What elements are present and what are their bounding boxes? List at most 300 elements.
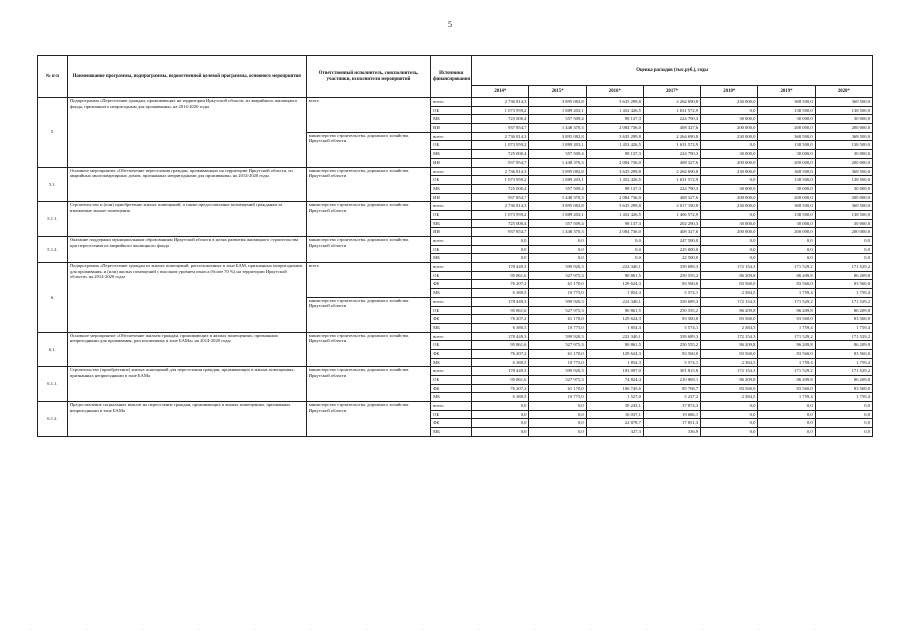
amount-cell: 557 509,4 xyxy=(529,184,586,193)
table-row xyxy=(38,263,873,272)
amount-cell: 0,0 xyxy=(815,410,872,419)
amount-cell: 0,0 xyxy=(586,254,643,263)
amount-cell: 408 327,6 xyxy=(643,124,700,133)
amount-cell: 61 170,0 xyxy=(529,280,586,289)
amount-cell: 0,0 xyxy=(586,237,643,246)
amount-cell: 336,9 xyxy=(643,428,700,437)
amount-cell: 0,0 xyxy=(758,410,815,419)
amount-cell: 2 384,5 xyxy=(701,289,758,298)
amount-cell: 0,0 xyxy=(815,254,872,263)
amount-cell: 557 509,4 xyxy=(529,115,586,124)
amount-cell: 0,0 xyxy=(529,237,586,246)
scan-mark: · xyxy=(702,628,704,633)
amount-cell: 10 775,0 xyxy=(529,358,586,367)
amount-cell: 222 340,1 xyxy=(586,332,643,341)
expenditure-table xyxy=(37,55,873,437)
amount-cell: 61 170,0 xyxy=(529,384,586,393)
amount-cell: 1 854,3 xyxy=(586,289,643,298)
amount-cell: 1 073 959,2 xyxy=(472,210,529,219)
page-number: 5 xyxy=(448,20,452,29)
executor-cell: всего xyxy=(306,98,430,133)
amount-cell: 1 759,4 xyxy=(815,393,872,402)
amount-cell: 2 736 814,3 xyxy=(472,202,529,211)
amount-cell: 171 529,2 xyxy=(815,297,872,306)
amount-cell: 0,0 xyxy=(472,237,529,246)
table-row xyxy=(38,332,873,341)
amount-cell: 0,0 xyxy=(701,176,758,185)
amount-cell: 250 555,2 xyxy=(643,306,700,315)
amount-cell: 557 509,4 xyxy=(529,150,586,159)
amount-cell: 83 560,0 xyxy=(643,349,700,358)
amount-cell: 86 209,8 xyxy=(815,271,872,280)
amount-cell: 200 000,0 xyxy=(758,193,815,202)
funding-source: ФБ xyxy=(431,315,472,324)
amount-cell: 2 384,5 xyxy=(701,358,758,367)
amount-cell: 3 895 082,8 xyxy=(529,98,586,107)
funding-source: МБ xyxy=(431,184,472,193)
amount-cell: 327,3 xyxy=(586,428,643,437)
executor-cell: министерство строительства, дорожного хозяйства Иркутской области xyxy=(306,132,430,167)
funding-source: ОБ xyxy=(431,210,472,219)
amount-cell: 222 340,1 xyxy=(586,297,643,306)
scan-mark: · xyxy=(478,628,480,633)
amount-cell: 171 529,2 xyxy=(758,367,815,376)
amount-cell: 138 500,0 xyxy=(815,141,872,150)
amount-cell: 83 560,0 xyxy=(815,384,872,393)
amount-cell: 30 000,0 xyxy=(815,219,872,228)
scan-mark: · xyxy=(198,628,200,633)
amount-cell: 0,0 xyxy=(586,245,643,254)
amount-cell: 1 448 370,3 xyxy=(529,228,586,237)
amount-cell: 0,0 xyxy=(472,402,529,411)
amount-cell: 1 406 572,9 xyxy=(643,210,700,219)
amount-cell: 5 574,1 xyxy=(643,289,700,298)
amount-cell: 368 500,0 xyxy=(815,132,872,141)
amount-cell: 30 000,0 xyxy=(815,150,872,159)
amount-cell: 2 264 690,8 xyxy=(643,98,700,107)
amount-cell: 83 560,0 xyxy=(815,280,872,289)
amount-cell: 138 500,0 xyxy=(758,106,815,115)
amount-cell: 83 560,0 xyxy=(701,280,758,289)
amount-cell: 98 137,3 xyxy=(586,150,643,159)
amount-cell: 368 500,0 xyxy=(758,202,815,211)
funding-source: всего xyxy=(431,167,472,176)
amount-cell: 2 084 736,0 xyxy=(586,124,643,133)
amount-cell: 3 895 082,8 xyxy=(529,132,586,141)
amount-cell: 5 574,1 xyxy=(643,358,700,367)
amount-cell: 76 207,2 xyxy=(472,349,529,358)
amount-cell: 368 500,0 xyxy=(758,167,815,176)
amount-cell: 2 084 736,0 xyxy=(586,228,643,237)
amount-cell: 200 000,0 xyxy=(701,193,758,202)
header-executor: Ответственный исполнитель, соисполнитель, участники, исполнители мероприятий xyxy=(306,56,430,98)
amount-cell: 30 000,0 xyxy=(758,150,815,159)
amount-cell: 86 209,8 xyxy=(758,376,815,385)
header-year: 2019* xyxy=(758,86,815,98)
scan-mark: · xyxy=(758,628,760,633)
funding-source: всего xyxy=(431,297,472,306)
amount-cell: 17 851,3 xyxy=(643,419,700,428)
amount-cell: 339 689,3 xyxy=(643,297,700,306)
amount-cell: 30 000,0 xyxy=(701,115,758,124)
amount-cell: 86 209,8 xyxy=(701,271,758,280)
executor-cell: министерство строительства, дорожного хозяйства Иркутской области xyxy=(306,332,430,367)
amount-cell: 83 560,0 xyxy=(758,280,815,289)
amount-cell: 937 854,7 xyxy=(472,158,529,167)
table-body xyxy=(38,98,873,437)
table-row xyxy=(38,98,873,107)
funding-source: МБ xyxy=(431,358,472,367)
amount-cell: 1 452 426,5 xyxy=(586,210,643,219)
executor-cell: министерство строительства, дорожного хозяйства Иркутской области xyxy=(306,237,430,263)
amount-cell: 1 759,4 xyxy=(815,323,872,332)
amount-cell: 0,0 xyxy=(529,245,586,254)
amount-cell: 0,0 xyxy=(701,402,758,411)
amount-cell: 1 527,0 xyxy=(586,393,643,402)
funding-source: ФБ xyxy=(431,419,472,428)
item-number: 6.1.1. xyxy=(38,367,68,402)
amount-cell: 1 759,4 xyxy=(758,358,815,367)
amount-cell: 1 452 426,5 xyxy=(586,106,643,115)
funding-source: ОБ xyxy=(431,306,472,315)
amount-cell: 599 920,3 xyxy=(529,367,586,376)
amount-cell: 3 635 299,8 xyxy=(586,202,643,211)
funding-source: ОБ xyxy=(431,271,472,280)
amount-cell: 30 000,0 xyxy=(758,184,815,193)
amount-cell: 138 500,0 xyxy=(758,176,815,185)
amount-cell: 408 327,6 xyxy=(643,193,700,202)
item-name: Строительство и (или) приобретение жилых помещений, а также предоставление возмещений гражданам за изымаемые жилые помещения xyxy=(67,202,306,237)
table-row xyxy=(38,202,873,211)
amount-cell: 224 790,3 xyxy=(643,115,700,124)
table-row xyxy=(38,367,873,376)
amount-cell: 0,0 xyxy=(529,419,586,428)
amount-cell: 1 889 203,1 xyxy=(529,210,586,219)
amount-cell: 200 000,0 xyxy=(815,228,872,237)
header-year: 2015* xyxy=(529,86,586,98)
item-number: 5.1. xyxy=(38,167,68,202)
amount-cell: 937 854,7 xyxy=(472,228,529,237)
amount-cell: 0,0 xyxy=(758,237,815,246)
amount-cell: 0,0 xyxy=(758,419,815,428)
amount-cell: 10 775,0 xyxy=(529,393,586,402)
amount-cell: 2 264 690,8 xyxy=(643,167,700,176)
item-name: Подпрограмма «Переселение граждан из жилых помещений, расположенных в зоне БАМ, признанных непригодными для проживания, и (или) жилых помещений с высоким уровнем износа (более 70 %) на территории Иркутской области» на 2014-2020 годы xyxy=(67,263,306,333)
amount-cell: 0,0 xyxy=(472,428,529,437)
amount-cell: 10 775,0 xyxy=(529,323,586,332)
amount-cell: 0,0 xyxy=(815,237,872,246)
amount-cell: 171 529,2 xyxy=(758,297,815,306)
amount-cell: 200 000,0 xyxy=(815,193,872,202)
amount-cell: 1 631 572,9 xyxy=(643,176,700,185)
funding-source: ОБ xyxy=(431,141,472,150)
item-name: Строительство (приобретение) жилых помещений для переселения граждан, проживающих в жилых помещениях, признанных непригодными в зоне БАМа xyxy=(67,367,306,402)
amount-cell: 937 854,7 xyxy=(472,124,529,133)
amount-cell: 1 854,3 xyxy=(586,358,643,367)
amount-cell: 368 500,0 xyxy=(815,202,872,211)
scan-artifacts xyxy=(30,628,880,633)
amount-cell: 183 097,0 xyxy=(586,367,643,376)
amount-cell: 138 500,0 xyxy=(815,106,872,115)
amount-cell: 178 449,3 xyxy=(472,297,529,306)
amount-cell: 368 500,0 xyxy=(815,167,872,176)
funding-source: всего xyxy=(431,402,472,411)
amount-cell: 85 708,7 xyxy=(643,384,700,393)
item-number: 6. xyxy=(38,263,68,333)
scan-mark: · xyxy=(142,628,144,633)
amount-cell: 172 154,3 xyxy=(701,297,758,306)
scan-mark: · xyxy=(422,628,424,633)
amount-cell: 171 529,2 xyxy=(815,367,872,376)
amount-cell: 0,0 xyxy=(529,428,586,437)
amount-cell: 98 137,3 xyxy=(586,219,643,228)
funding-source: ОБ xyxy=(431,176,472,185)
amount-cell: 224 790,3 xyxy=(643,184,700,193)
table-row xyxy=(38,237,873,246)
amount-cell: 0,0 xyxy=(815,245,872,254)
amount-cell: 599 920,3 xyxy=(529,263,586,272)
amount-cell: 339 689,3 xyxy=(643,332,700,341)
item-number: 6.1.2. xyxy=(38,402,68,437)
amount-cell: 2 736 814,3 xyxy=(472,167,529,176)
amount-cell: 3 635 299,8 xyxy=(586,167,643,176)
amount-cell: 527 975,3 xyxy=(529,271,586,280)
amount-cell: 0,0 xyxy=(701,428,758,437)
amount-cell: 86 209,8 xyxy=(815,306,872,315)
amount-cell: 0,0 xyxy=(815,419,872,428)
amount-cell: 171 529,2 xyxy=(758,332,815,341)
amount-cell: 200 000,0 xyxy=(701,158,758,167)
amount-cell: 172 154,3 xyxy=(701,367,758,376)
amount-cell: 1 448 370,3 xyxy=(529,193,586,202)
funding-source: всего xyxy=(431,367,472,376)
amount-cell: 725 000,4 xyxy=(472,184,529,193)
amount-cell: 95 861,6 xyxy=(472,341,529,350)
amount-cell: 3 895 082,8 xyxy=(529,167,586,176)
amount-cell: 86 209,8 xyxy=(815,341,872,350)
scan-mark: · xyxy=(30,628,32,633)
executor-cell: министерство строительства, дорожного хозяйства Иркутской области xyxy=(306,367,430,402)
funding-source: ИИ xyxy=(431,158,472,167)
scan-mark: · xyxy=(86,628,88,633)
amount-cell: 172 154,3 xyxy=(701,263,758,272)
amount-cell: 368 500,0 xyxy=(758,132,815,141)
amount-cell: 230 000,0 xyxy=(701,132,758,141)
amount-cell: 86 209,8 xyxy=(701,341,758,350)
amount-cell: 86 209,8 xyxy=(758,341,815,350)
amount-cell: 725 000,4 xyxy=(472,219,529,228)
funding-source: всего xyxy=(431,98,472,107)
amount-cell: 200 000,0 xyxy=(758,158,815,167)
amount-cell: 725 000,4 xyxy=(472,115,529,124)
funding-source: МБ xyxy=(431,150,472,159)
header-estimate: Оценка расходов (тыс.руб.), годы xyxy=(472,56,873,86)
funding-source: ФБ xyxy=(431,280,472,289)
table-header xyxy=(38,56,873,98)
funding-source: ОБ xyxy=(431,106,472,115)
amount-cell: 95 861,6 xyxy=(472,376,529,385)
amount-cell: 171 529,2 xyxy=(815,332,872,341)
amount-cell: 250 555,2 xyxy=(643,271,700,280)
amount-cell: 2 264 690,8 xyxy=(643,132,700,141)
executor-cell: всего xyxy=(306,263,430,298)
amount-cell: 5 237,2 xyxy=(643,393,700,402)
amount-cell: 339 689,3 xyxy=(643,263,700,272)
item-number: 6.1. xyxy=(38,332,68,367)
amount-cell: 599 920,3 xyxy=(529,297,586,306)
item-name: Подпрограмма «Переселение граждан, проживающих на территории Иркутской области, из аварийного жилищного фонда, признанного непригодным для проживания» на 2014-2020 годы xyxy=(67,98,306,168)
amount-cell: 202 290,3 xyxy=(643,219,700,228)
item-number: 5. xyxy=(38,98,68,168)
amount-cell: 178 449,3 xyxy=(472,263,529,272)
funding-source: ИИ xyxy=(431,124,472,133)
funding-source: ФБ xyxy=(431,384,472,393)
amount-cell: 30 000,0 xyxy=(758,115,815,124)
amount-cell: 83 560,0 xyxy=(758,315,815,324)
amount-cell: 86 209,8 xyxy=(815,376,872,385)
executor-cell: министерство строительства, дорожного хозяйства Иркутской области xyxy=(306,202,430,237)
amount-cell: 86 209,8 xyxy=(758,306,815,315)
amount-cell: 1 759,4 xyxy=(815,289,872,298)
amount-cell: 0,0 xyxy=(472,419,529,428)
amount-cell: 61 170,0 xyxy=(529,315,586,324)
amount-cell: 1 073 959,2 xyxy=(472,141,529,150)
executor-cell: министерство строительства, дорожного хозяйства Иркутской области xyxy=(306,402,430,437)
scan-mark: · xyxy=(366,628,368,633)
amount-cell: 83 560,0 xyxy=(701,349,758,358)
amount-cell: 368 500,0 xyxy=(815,98,872,107)
amount-cell: 90 861,5 xyxy=(586,306,643,315)
scan-mark: · xyxy=(646,628,648,633)
amount-cell: 1 073 959,2 xyxy=(472,176,529,185)
amount-cell: 83 560,0 xyxy=(815,315,872,324)
amount-cell: 83 560,0 xyxy=(643,315,700,324)
amount-cell: 937 854,7 xyxy=(472,193,529,202)
amount-cell: 83 560,0 xyxy=(758,349,815,358)
amount-cell: 301 815,8 xyxy=(643,367,700,376)
amount-cell: 138 500,0 xyxy=(815,210,872,219)
amount-cell: 0,0 xyxy=(701,237,758,246)
amount-cell: 86 209,8 xyxy=(701,376,758,385)
amount-cell: 0,0 xyxy=(701,419,758,428)
funding-source: всего xyxy=(431,202,472,211)
executor-cell: министерство строительства, дорожного хозяйства Иркутской области xyxy=(306,297,430,332)
amount-cell: 16 037,1 xyxy=(586,410,643,419)
amount-cell: 2 017 190,8 xyxy=(643,202,700,211)
amount-cell: 230 000,0 xyxy=(701,98,758,107)
funding-source: всего xyxy=(431,237,472,246)
amount-cell: 224 790,3 xyxy=(643,150,700,159)
amount-cell: 250 555,2 xyxy=(643,341,700,350)
item-name: Основное мероприятие «Обеспечение переселения граждан, проживающих на территории Иркутской области, из аварийных многоквартирных домов, признанных непригодными для проживания» на 2014-2020 годы xyxy=(67,167,306,202)
amount-cell: 3 635 299,8 xyxy=(586,132,643,141)
amount-cell: 37 874,3 xyxy=(643,402,700,411)
amount-cell: 83 560,0 xyxy=(758,384,815,393)
amount-cell: 129 624,3 xyxy=(586,280,643,289)
amount-cell: 129 624,3 xyxy=(586,349,643,358)
amount-cell: 6 380,5 xyxy=(472,393,529,402)
amount-cell: 22 500,0 xyxy=(643,254,700,263)
amount-cell: 0,0 xyxy=(472,410,529,419)
item-name: Оказание поддержки муниципальным образованиям Иркутской области в целях развития жилищного строительства при переселении из аварийного жилищного фонда xyxy=(67,237,306,263)
amount-cell: 0,0 xyxy=(758,245,815,254)
funding-source: МБ xyxy=(431,323,472,332)
header-year: 2016* xyxy=(586,86,643,98)
amount-cell: 83 560,0 xyxy=(815,349,872,358)
header-name: Наименование программы, подпрограммы, ведомственной целевой программы, основного мероприятия xyxy=(67,56,306,98)
amount-cell: 0,0 xyxy=(529,254,586,263)
amount-cell: 200 000,0 xyxy=(815,158,872,167)
amount-cell: 210 869,1 xyxy=(643,376,700,385)
amount-cell: 0,0 xyxy=(758,428,815,437)
amount-cell: 222 340,1 xyxy=(586,263,643,272)
amount-cell: 86 209,8 xyxy=(701,306,758,315)
amount-cell: 527 975,3 xyxy=(529,341,586,350)
amount-cell: 230 000,0 xyxy=(701,167,758,176)
amount-cell: 76 207,2 xyxy=(472,384,529,393)
amount-cell: 178 449,3 xyxy=(472,332,529,341)
amount-cell: 0,0 xyxy=(815,428,872,437)
funding-source: МБ xyxy=(431,428,472,437)
amount-cell: 76 207,2 xyxy=(472,315,529,324)
amount-cell: 5 574,1 xyxy=(643,323,700,332)
amount-cell: 90 861,5 xyxy=(586,271,643,280)
amount-cell: 6 380,5 xyxy=(472,358,529,367)
amount-cell: 527 975,3 xyxy=(529,376,586,385)
header-source: Источники финансирования xyxy=(431,56,472,98)
amount-cell: 30 000,0 xyxy=(758,219,815,228)
amount-cell: 2 384,5 xyxy=(701,393,758,402)
amount-cell: 19 686,1 xyxy=(643,410,700,419)
funding-source: ОБ xyxy=(431,245,472,254)
amount-cell: 2 736 814,3 xyxy=(472,98,529,107)
funding-source: всего xyxy=(431,132,472,141)
amount-cell: 408 327,6 xyxy=(643,158,700,167)
amount-cell: 30 000,0 xyxy=(815,115,872,124)
amount-cell: 0,0 xyxy=(472,245,529,254)
amount-cell: 3 635 299,8 xyxy=(586,98,643,107)
funding-source: МБ xyxy=(431,393,472,402)
amount-cell: 1 631 572,9 xyxy=(643,106,700,115)
amount-cell: 0,0 xyxy=(472,254,529,263)
funding-source: всего xyxy=(431,332,472,341)
amount-cell: 95 861,6 xyxy=(472,271,529,280)
amount-cell: 1 452 426,5 xyxy=(586,141,643,150)
amount-cell: 0,0 xyxy=(701,254,758,263)
amount-cell: 3 895 082,8 xyxy=(529,202,586,211)
amount-cell: 0,0 xyxy=(529,402,586,411)
amount-cell: 86 209,8 xyxy=(758,271,815,280)
funding-source: всего xyxy=(431,263,472,272)
funding-source: МБ xyxy=(431,219,472,228)
amount-cell: 138 500,0 xyxy=(815,176,872,185)
amount-cell: 76 207,2 xyxy=(472,280,529,289)
amount-cell: 95 861,6 xyxy=(472,306,529,315)
amount-cell: 172 154,3 xyxy=(701,332,758,341)
item-name: Основное мероприятие «Обеспечение жильем граждан, проживающих в жилых помещениях, признанных непригодными для проживания, расположенных в зоне БАМа» на 2014-2020 годы xyxy=(67,332,306,367)
amount-cell: 0,0 xyxy=(701,106,758,115)
scan-mark: · xyxy=(534,628,536,633)
amount-cell: 98 137,3 xyxy=(586,115,643,124)
amount-cell: 1 889 203,1 xyxy=(529,176,586,185)
amount-cell: 138 500,0 xyxy=(758,210,815,219)
amount-cell: 527 975,3 xyxy=(529,306,586,315)
header-year: 2017* xyxy=(643,86,700,98)
funding-source: ИИ xyxy=(431,193,472,202)
amount-cell: 74 824,4 xyxy=(586,376,643,385)
amount-cell: 30 000,0 xyxy=(701,219,758,228)
amount-cell: 83 560,0 xyxy=(701,384,758,393)
